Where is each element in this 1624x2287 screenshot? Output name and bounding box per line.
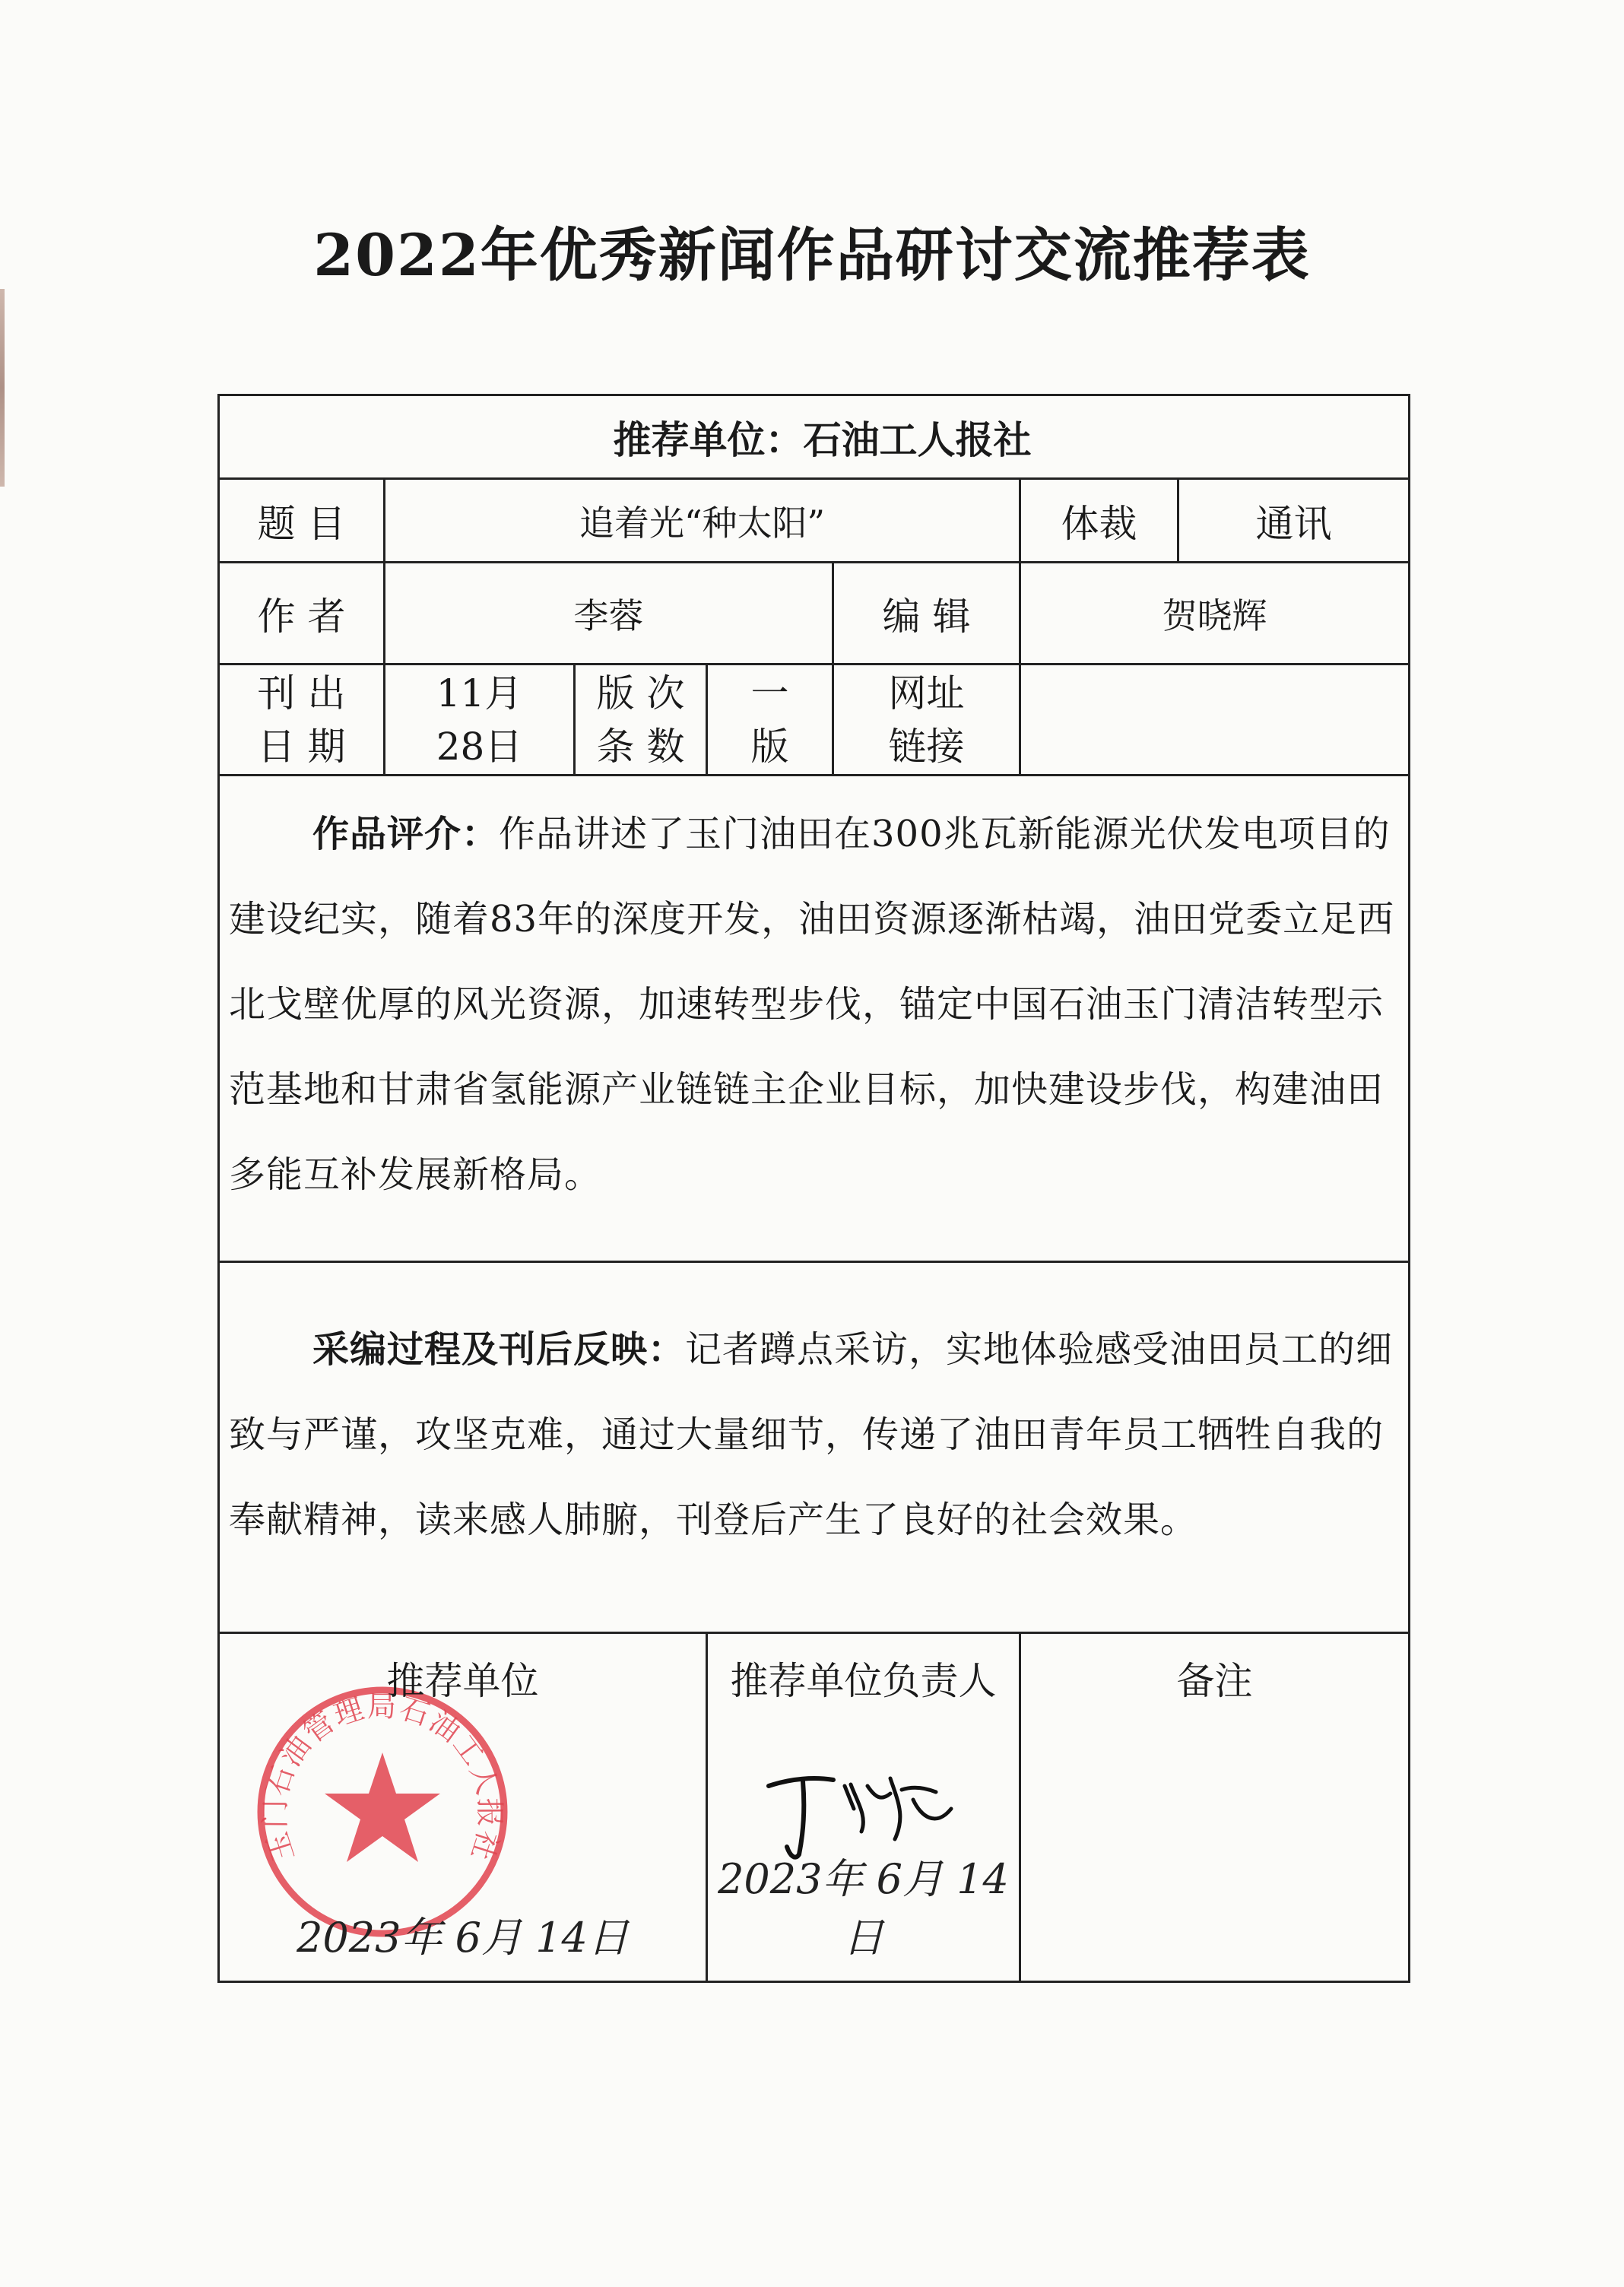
unit-date: 2023年 6月 14日 bbox=[297, 1914, 629, 1962]
recommendation-form bbox=[217, 394, 1410, 1983]
title-label: 题 目 bbox=[219, 479, 385, 563]
url-label bbox=[833, 665, 1020, 776]
publish-date-label-line1: 刊 出 bbox=[257, 671, 346, 715]
process-row bbox=[219, 1262, 1410, 1633]
scan-edge-mark bbox=[0, 289, 5, 487]
url-label-line1: 网址 bbox=[888, 671, 965, 715]
url-value bbox=[1020, 665, 1410, 776]
svg-text:玉门石油管理局石油工人报社: 玉门石油管理局石油工人报社 bbox=[258, 1689, 507, 1866]
recommender-row bbox=[219, 395, 1410, 479]
signature-row bbox=[219, 1633, 1410, 1982]
edition-value bbox=[707, 665, 833, 776]
leader-label: 推荐单位负责人 bbox=[730, 1659, 997, 1703]
process-text: 记者蹲点采访，实地体验感受油田员工的细致与严谨，攻坚克难，通过大量细节，传递了油田青年员工牺牲自我的奉献精神，读来感人肺腑，刊登后产生了良好的社会效果。 bbox=[229, 1328, 1394, 1541]
edition-label-line1: 版 次 bbox=[596, 671, 685, 715]
process-paragraph bbox=[220, 1263, 1408, 1562]
author-row bbox=[219, 563, 1410, 665]
evaluation-row bbox=[219, 776, 1410, 1262]
title-value: 追着光“种太阳” bbox=[385, 479, 1020, 563]
remark-label: 备注 bbox=[1176, 1659, 1253, 1703]
page-title: 2022年优秀新闻作品研讨交流推荐表 bbox=[313, 221, 1311, 289]
official-stamp bbox=[253, 1683, 512, 1941]
publish-row bbox=[219, 665, 1410, 776]
recommender-value: 石油工人报社 bbox=[803, 417, 1032, 462]
publish-date-value-line1: 11月 bbox=[436, 671, 523, 715]
evaluation-paragraph bbox=[220, 776, 1408, 1217]
process-cell bbox=[219, 1262, 1410, 1633]
author-value: 李蓉 bbox=[385, 563, 833, 665]
recommender-label: 推荐单位： bbox=[613, 417, 804, 462]
edition-label bbox=[575, 665, 707, 776]
remark-cell bbox=[1020, 1633, 1410, 1982]
editor-label: 编 辑 bbox=[833, 563, 1020, 665]
edition-value-line1: 一 bbox=[750, 671, 789, 715]
publish-date-label-line2: 日 期 bbox=[257, 724, 346, 769]
leader-date: 2023年 6月 14日 bbox=[718, 1855, 1009, 1962]
publish-date-value-line2: 28日 bbox=[436, 724, 523, 769]
recommender-cell bbox=[219, 395, 1410, 479]
evaluation-text: 作品讲述了玉门油田在300兆瓦新能源光伏发电项目的建设纪实，随着83年的深度开发，油田资源逐渐枯竭，油田党委立足西北戈壁优厚的风光资源，加速转型步伐，锚定中国石油玉门清洁转型示范基地和甘肃省氢能源产业链链主企业目标，加快建设步伐，构建油田多能互补发展新格局。 bbox=[229, 813, 1395, 1196]
url-label-line2: 链接 bbox=[888, 724, 965, 769]
genre-value: 通讯 bbox=[1178, 479, 1410, 563]
unit-signature-cell bbox=[219, 1633, 707, 1982]
edition-label-line2: 条 数 bbox=[596, 724, 685, 769]
publish-date-value bbox=[385, 665, 575, 776]
editor-value: 贺晓辉 bbox=[1020, 563, 1410, 665]
publish-date-label bbox=[219, 665, 385, 776]
evaluation-label: 作品评介： bbox=[312, 813, 500, 855]
evaluation-cell bbox=[219, 776, 1410, 1262]
leader-signature-cell bbox=[707, 1633, 1020, 1982]
process-label: 采编过程及刊后反映： bbox=[312, 1328, 686, 1371]
title-row bbox=[219, 479, 1410, 563]
handwritten-signature bbox=[761, 1756, 959, 1862]
author-label: 作 者 bbox=[219, 563, 385, 665]
unit-label: 推荐单位 bbox=[386, 1659, 539, 1703]
genre-label: 体裁 bbox=[1020, 479, 1178, 563]
edition-value-line2: 版 bbox=[750, 724, 789, 769]
